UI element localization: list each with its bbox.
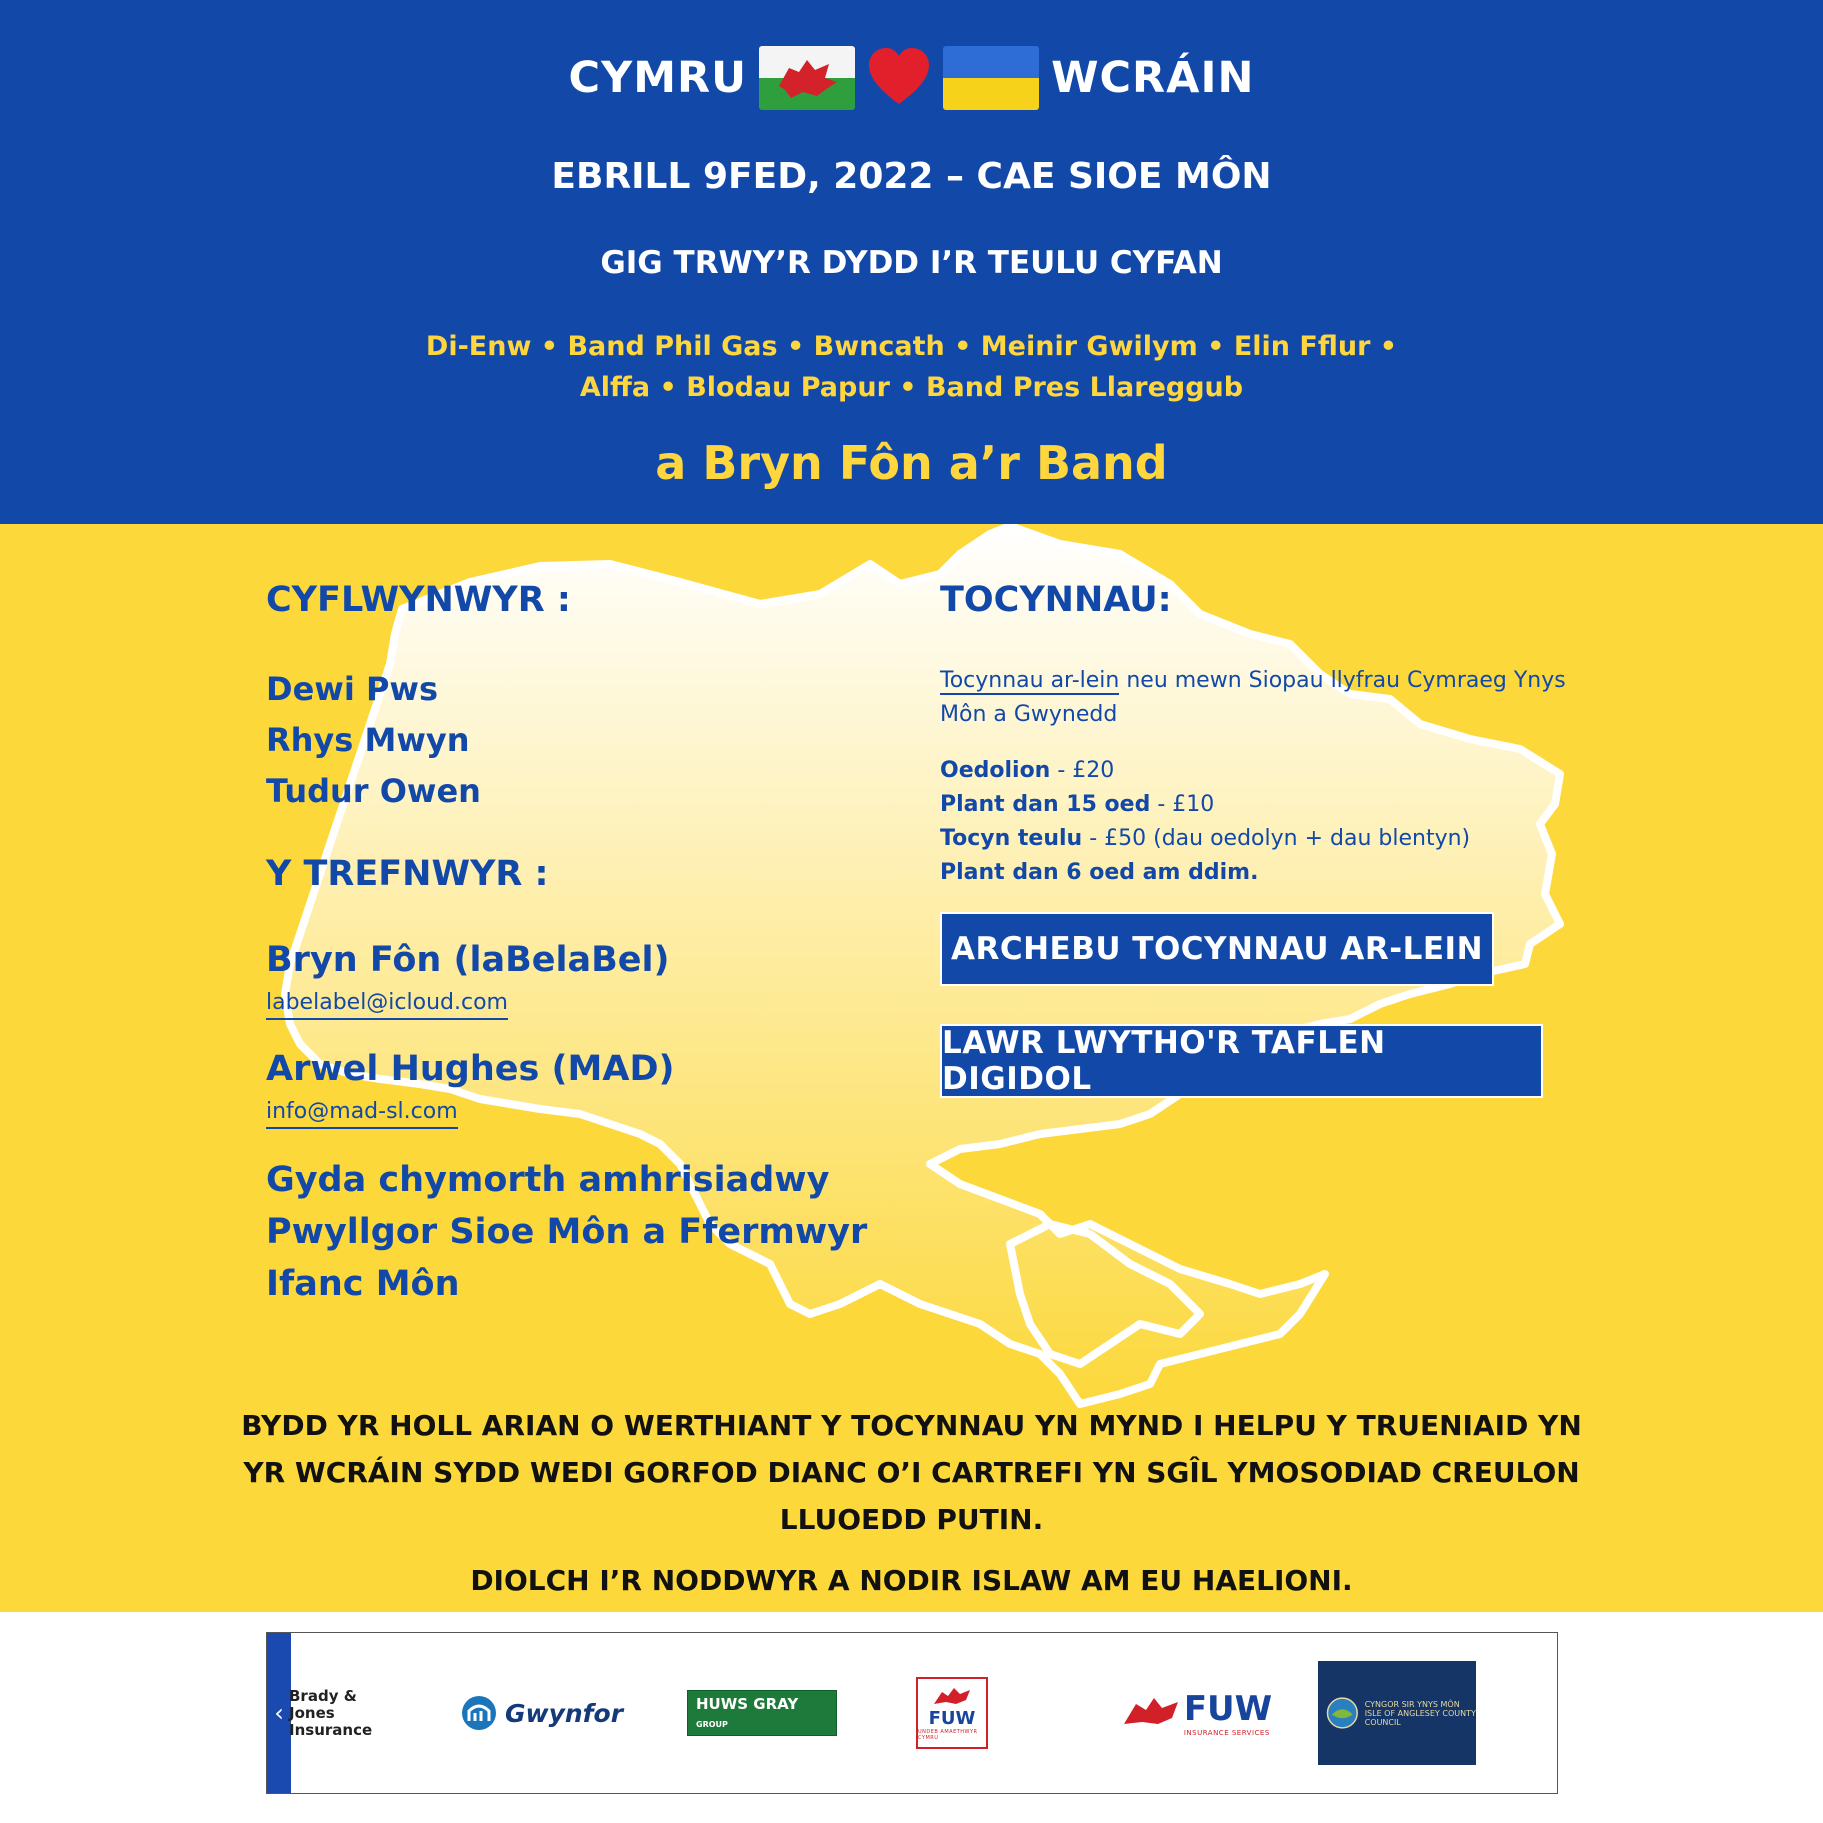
date-venue: EBRILL 9FED, 2022 – CAE SIOE MÔN	[551, 156, 1272, 197]
helpers-line: Ifanc Môn	[266, 1264, 460, 1304]
ukraine-flag-icon	[943, 46, 1039, 110]
chevron-left-icon: ‹	[274, 1699, 284, 1727]
heart-icon	[867, 46, 931, 110]
huws-gray-name: HUWS GRAY	[696, 1695, 799, 1713]
title-wcrain: WCRÁIN	[1051, 53, 1255, 103]
sponsors-section	[0, 1612, 1823, 1823]
headliner: a Bryn Fôn a’r Band	[655, 436, 1168, 490]
dragon-icon	[932, 1686, 972, 1708]
sponsor-brady-jones[interactable]	[289, 1633, 399, 1793]
helpers-line: Pwyllgor Sioe Môn a Ffermwyr	[266, 1212, 868, 1252]
price-row	[940, 788, 1470, 822]
price-row	[940, 754, 1470, 788]
presenter-name: Tudur Owen	[266, 772, 481, 810]
sponsor-huws-gray[interactable]	[687, 1633, 837, 1793]
tickets-online-link[interactable]: Tocynnau ar-lein	[940, 668, 1120, 693]
price-value: - £50 (dau oedolyn + dau blentyn)	[1082, 826, 1471, 851]
price-label: Oedolion	[940, 758, 1051, 783]
huws-gray-text	[687, 1690, 837, 1736]
sponsor-gwynfor[interactable]	[457, 1633, 627, 1793]
tickets-heading: TOCYNNAU:	[940, 580, 1172, 620]
fuw-insurance-text-block	[1184, 1689, 1272, 1737]
brady-jones-text: Brady & Jones Insurance	[289, 1686, 373, 1739]
organiser-email-link[interactable]: info@mad-sl.com	[266, 1099, 458, 1129]
header-section	[0, 0, 1823, 524]
gwynfor-text: Gwynfor	[504, 1698, 624, 1728]
price-row	[940, 822, 1470, 856]
ticket-prices	[940, 754, 1470, 890]
band-lineup-line-1: Di-Enw • Band Phil Gas • Bwncath • Meinir Gwilym • Elin Fflur •	[425, 331, 1398, 362]
price-label: Tocyn teulu	[940, 826, 1083, 851]
event-subtitle: GIG TRWY’R DYDD I’R TEULU CYFAN	[600, 245, 1223, 281]
free-note-text: Plant dan 6 oed am ddim.	[940, 860, 1259, 885]
anglesey-welsh-name: CYNGOR SIR YNYS MÔN	[1364, 1699, 1460, 1709]
charity-notice: BYDD YR HOLL ARIAN O WERTHIANT Y TOCYNNAU YN MYND I HELPU Y TRUENIAID YN YR WCRÁIN SYDD WEDI GORFOD DIANC O’I CARTREFI YN SGÎL YMOSODIAD CREULON LLUOEDD PUTIN.	[241, 1409, 1582, 1536]
band-lineup	[400, 326, 1423, 408]
tickets-info	[940, 664, 1580, 732]
sponsor-fuw-insurance[interactable]	[1107, 1633, 1287, 1793]
organiser-name: Arwel Hughes (MAD)	[266, 1049, 675, 1089]
anglesey-logo	[1318, 1661, 1476, 1765]
title-row	[0, 46, 1823, 110]
price-value: - £10	[1150, 792, 1215, 817]
price-value: - £20	[1050, 758, 1115, 783]
wales-flag-icon	[759, 46, 855, 110]
tickets-info-text: neu mewn Siopau llyfrau Cymraeg Ynys Môn a Gwynedd	[940, 668, 1566, 727]
anglesey-text	[1365, 1700, 1476, 1727]
sponsor-anglesey-council[interactable]	[1317, 1633, 1477, 1793]
sponsor-fuw-union[interactable]	[907, 1633, 997, 1793]
fuw-union-logo	[916, 1677, 988, 1749]
organiser-name: Bryn Fôn (laBelaBel)	[266, 940, 670, 980]
dragon-icon	[1122, 1696, 1180, 1730]
free-note	[940, 856, 1470, 890]
fuw-insurance-text: FUW	[1183, 1689, 1273, 1729]
anglesey-english-name: ISLE OF ANGLESEY COUNTY COUNCIL	[1364, 1708, 1476, 1727]
title-cymru: CYMRU	[568, 53, 748, 103]
fuw-union-sub: UNDEB AMAETHWYR CYMRU	[918, 1728, 978, 1741]
download-leaflet-button[interactable]: LAWR LWYTHO'R TAFLEN DIGIDOL	[940, 1024, 1543, 1098]
helpers-text	[266, 1154, 867, 1310]
helpers-line: Gyda chymorth amhrisiadwy	[266, 1160, 830, 1200]
presenters-heading: CYFLWYNWYR :	[266, 580, 571, 620]
info-section	[0, 524, 1823, 1612]
anglesey-crest-icon	[1326, 1691, 1359, 1735]
presenters-list	[266, 664, 481, 817]
organisers-heading: Y TREFNWYR :	[266, 854, 549, 894]
gwynfor-logo-icon	[461, 1695, 497, 1731]
buy-tickets-button[interactable]: ARCHEBU TOCYNNAU AR-LEIN	[940, 912, 1494, 986]
carousel-prev-button[interactable]	[267, 1633, 291, 1793]
sponsor-carousel	[266, 1632, 1558, 1794]
band-lineup-line-2: Alffa • Blodau Papur • Band Pres Llareggub	[579, 372, 1244, 403]
sponsors-thanks: DIOLCH I’R NODDWYR A NODIR ISLAW AM EU HAELIONI.	[470, 1564, 1353, 1597]
organiser-email-link[interactable]: labelabel@icloud.com	[266, 990, 508, 1020]
presenter-name: Dewi Pws	[266, 670, 438, 708]
fuw-union-text: FUW	[928, 1707, 976, 1729]
price-label: Plant dan 15 oed	[940, 792, 1151, 817]
huws-gray-sub: GROUP	[696, 1720, 728, 1729]
fuw-insurance-sub: INSURANCE SERVICES	[1183, 1729, 1270, 1737]
presenter-name: Rhys Mwyn	[266, 721, 470, 759]
